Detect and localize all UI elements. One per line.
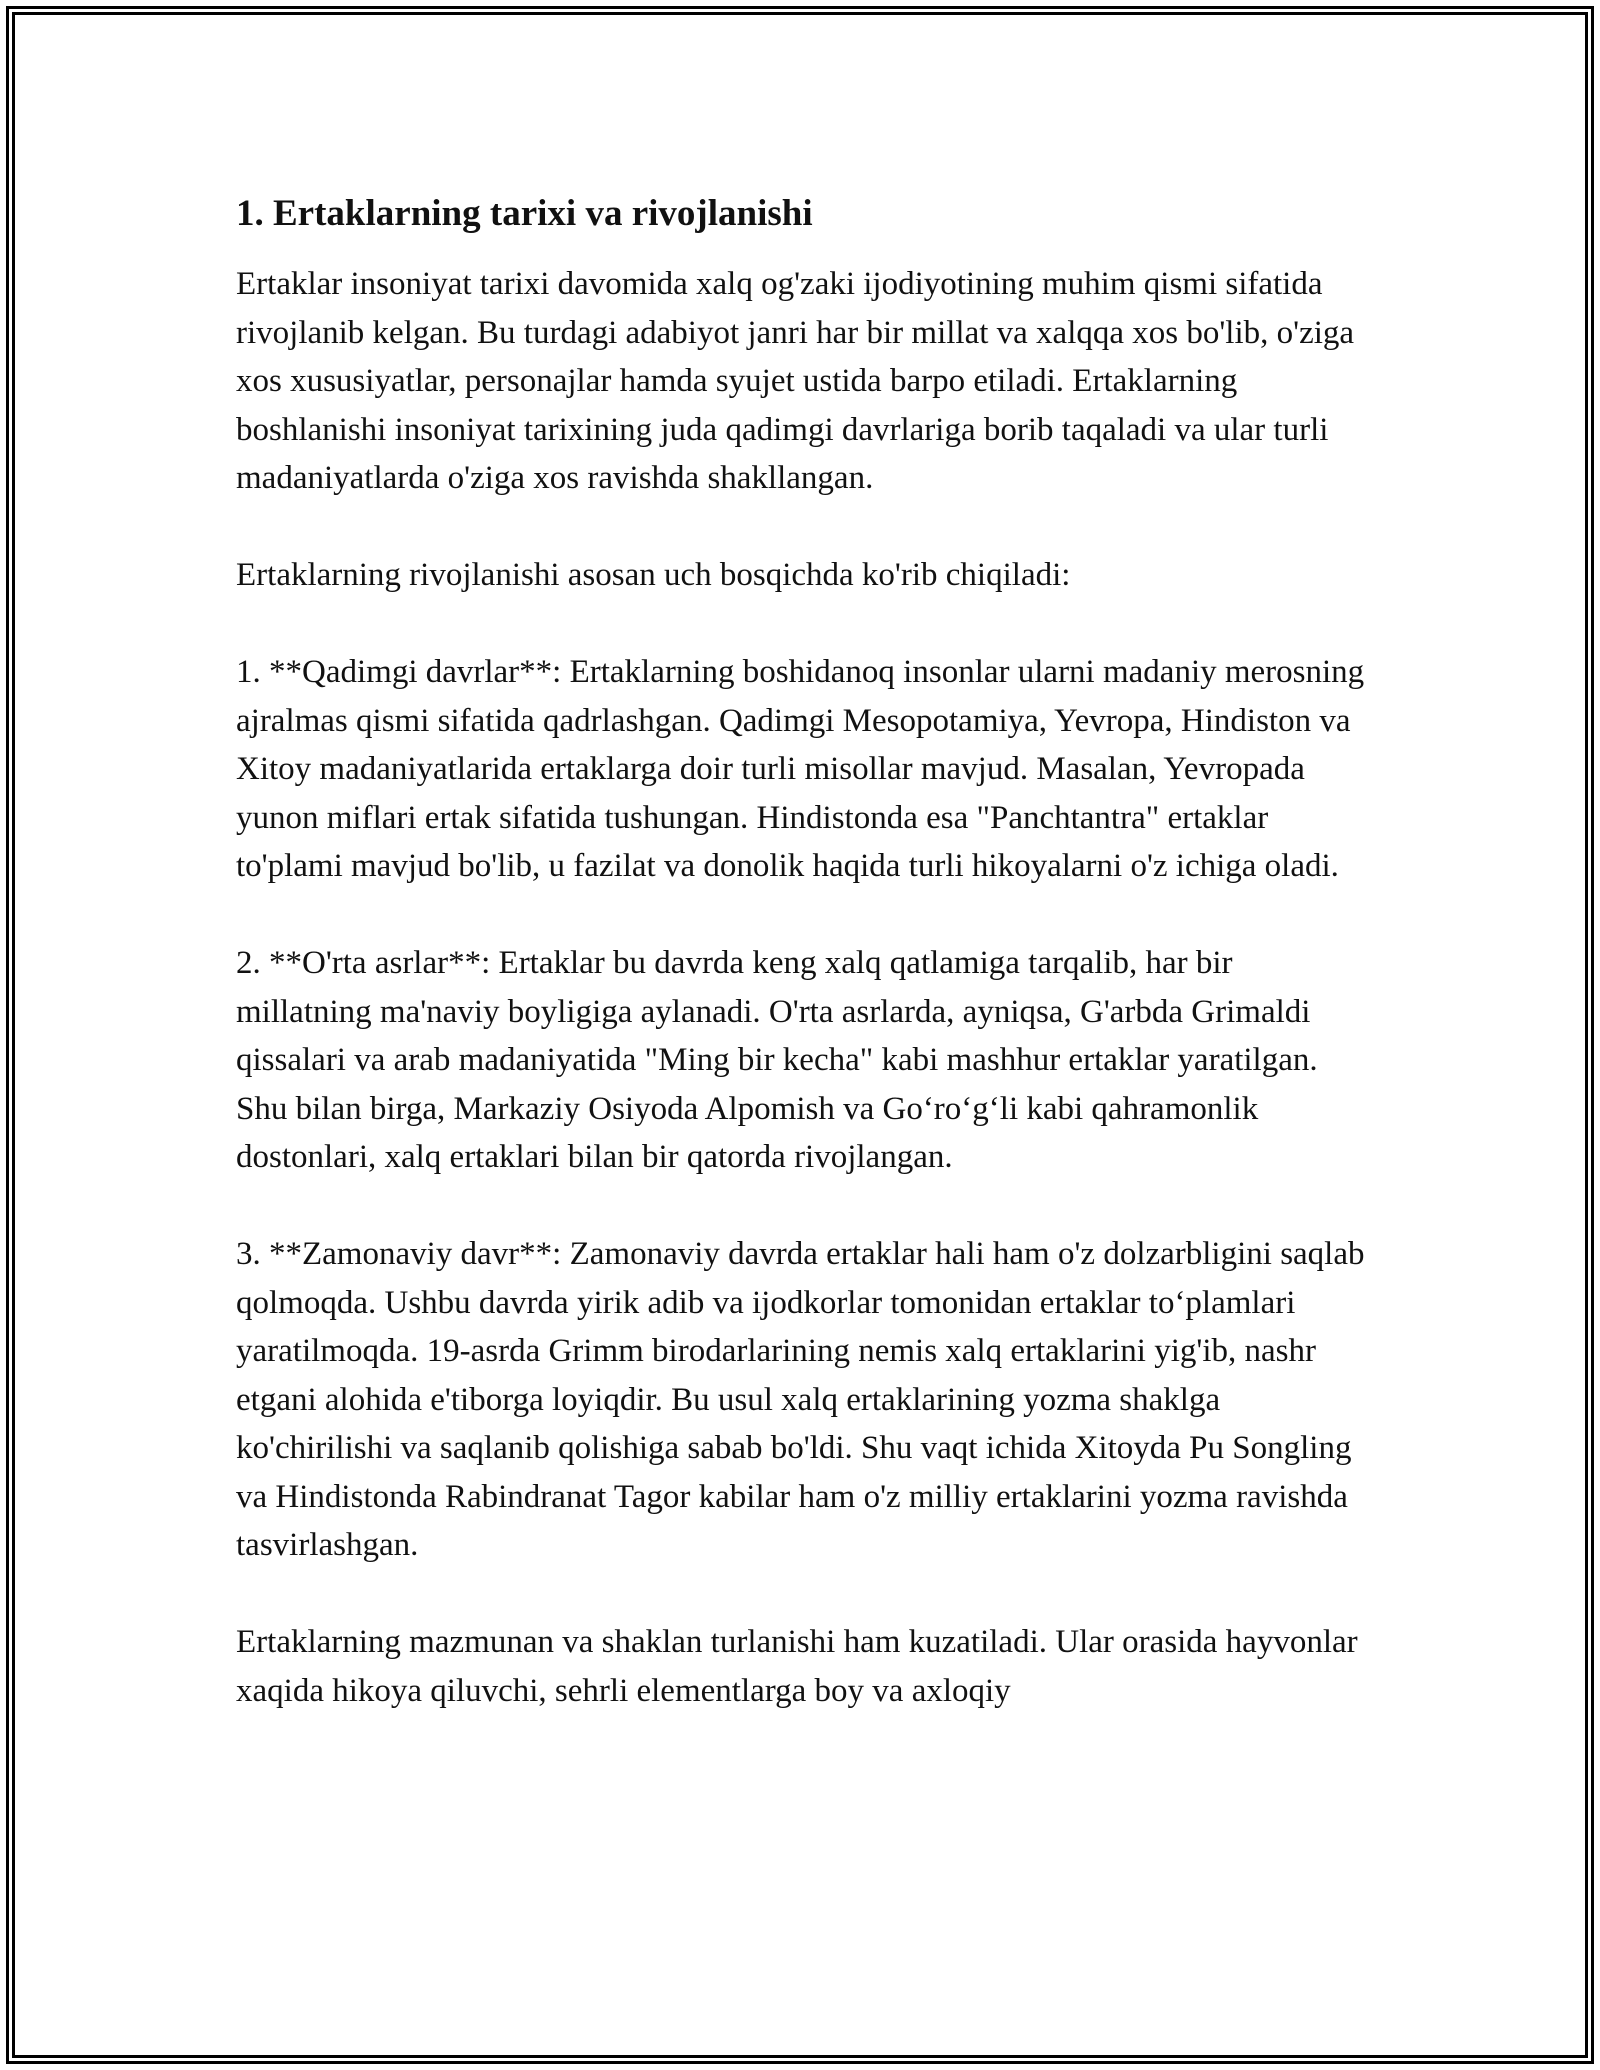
section-heading: 1. Ertaklarning tarixi va rivojlanishi xyxy=(236,193,813,234)
paragraph-content-variation: Ertaklarning mazmunan va shaklan turlanishi ham kuzatiladi. Ular orasida hayvonlar xaqida hikoya qiluvchi, sehrli elementlarga boy va axloqiy xyxy=(236,1624,1358,1709)
paragraph-intro: Ertaklar insoniyat tarixi davomida xalq og'zaki ijodiyotining muhim qismi sifatida rivojlanib kelgan. Bu turdagi adabiyot janri har bir millat va xalqqa xos bo'lib, o'ziga xos xususiyatlar, personajlar hamda syujet ustida barpo etiladi. Ertaklarning boshlanishi insoniyat tarixining juda qadimgi davrlariga borib taqaladi va ular turli madaniyatlarda o'ziga xos ravishda shakllangan. xyxy=(236,266,1355,496)
paragraph-stages-lead: Ertaklarning rivojlanishi asosan uch bosqichda ko'rib chiqiladi: xyxy=(236,557,1071,593)
document-body xyxy=(236,188,1376,1764)
paragraph-modern-period: 3. **Zamonaviy davr**: Zamonaviy davrda ertaklar hali ham o'z dolzarbligini saqlab qolmoqda. Ushbu davrda yirik adib va ijodkorlar tomonidan ertaklar to‘plamlari yaratilmoqda. 19-asrda Grimm birodarlarining nemis xalq ertaklarini yig'ib, nashr etgani alohida e'tiborga loyiqdir. Bu usul xalq ertaklarining yozma shaklga ko'chirilishi va saqlanib qolishiga sabab bo'ldi. Shu vaqt ichida Xitoyda Pu Songling va Hindistonda Rabindranat Tagor kabilar ham o'z milliy ertaklarini yozma ravishda tasvirlashgan. xyxy=(236,1236,1365,1563)
paragraph-middle-ages: 2. **O'rta asrlar**: Ertaklar bu davrda keng xalq qatlamiga tarqalib, har bir millatning ma'naviy boyligiga aylanadi. O'rta asrlarda, ayniqsa, G'arbda Grimaldi qissalari va arab madaniyatida "Ming bir kecha" kabi mashhur ertaklar yaratilgan. Shu bilan birga, Markaziy Osiyoda Alpomish va Go‘ro‘g‘li kabi qahramonlik dostonlari, xalq ertaklari bilan bir qatorda rivojlangan. xyxy=(236,945,1318,1175)
paragraph-ancient-period: 1. **Qadimgi davrlar**: Ertaklarning boshidanoq insonlar ularni madaniy merosning ajralmas qismi sifatida qadrlashgan. Qadimgi Mesopotamiya, Yevropa, Hindiston va Xitoy madaniyatlarida ertaklarga doir turli misollar mavjud. Masalan, Yevropada yunon miflari ertak sifatida tushungan. Hindistonda esa "Panchtantra" ertaklar to'plami mavjud bo'lib, u fazilat va donolik haqida turli hikoyalarni o'z ichiga oladi. xyxy=(236,654,1365,884)
